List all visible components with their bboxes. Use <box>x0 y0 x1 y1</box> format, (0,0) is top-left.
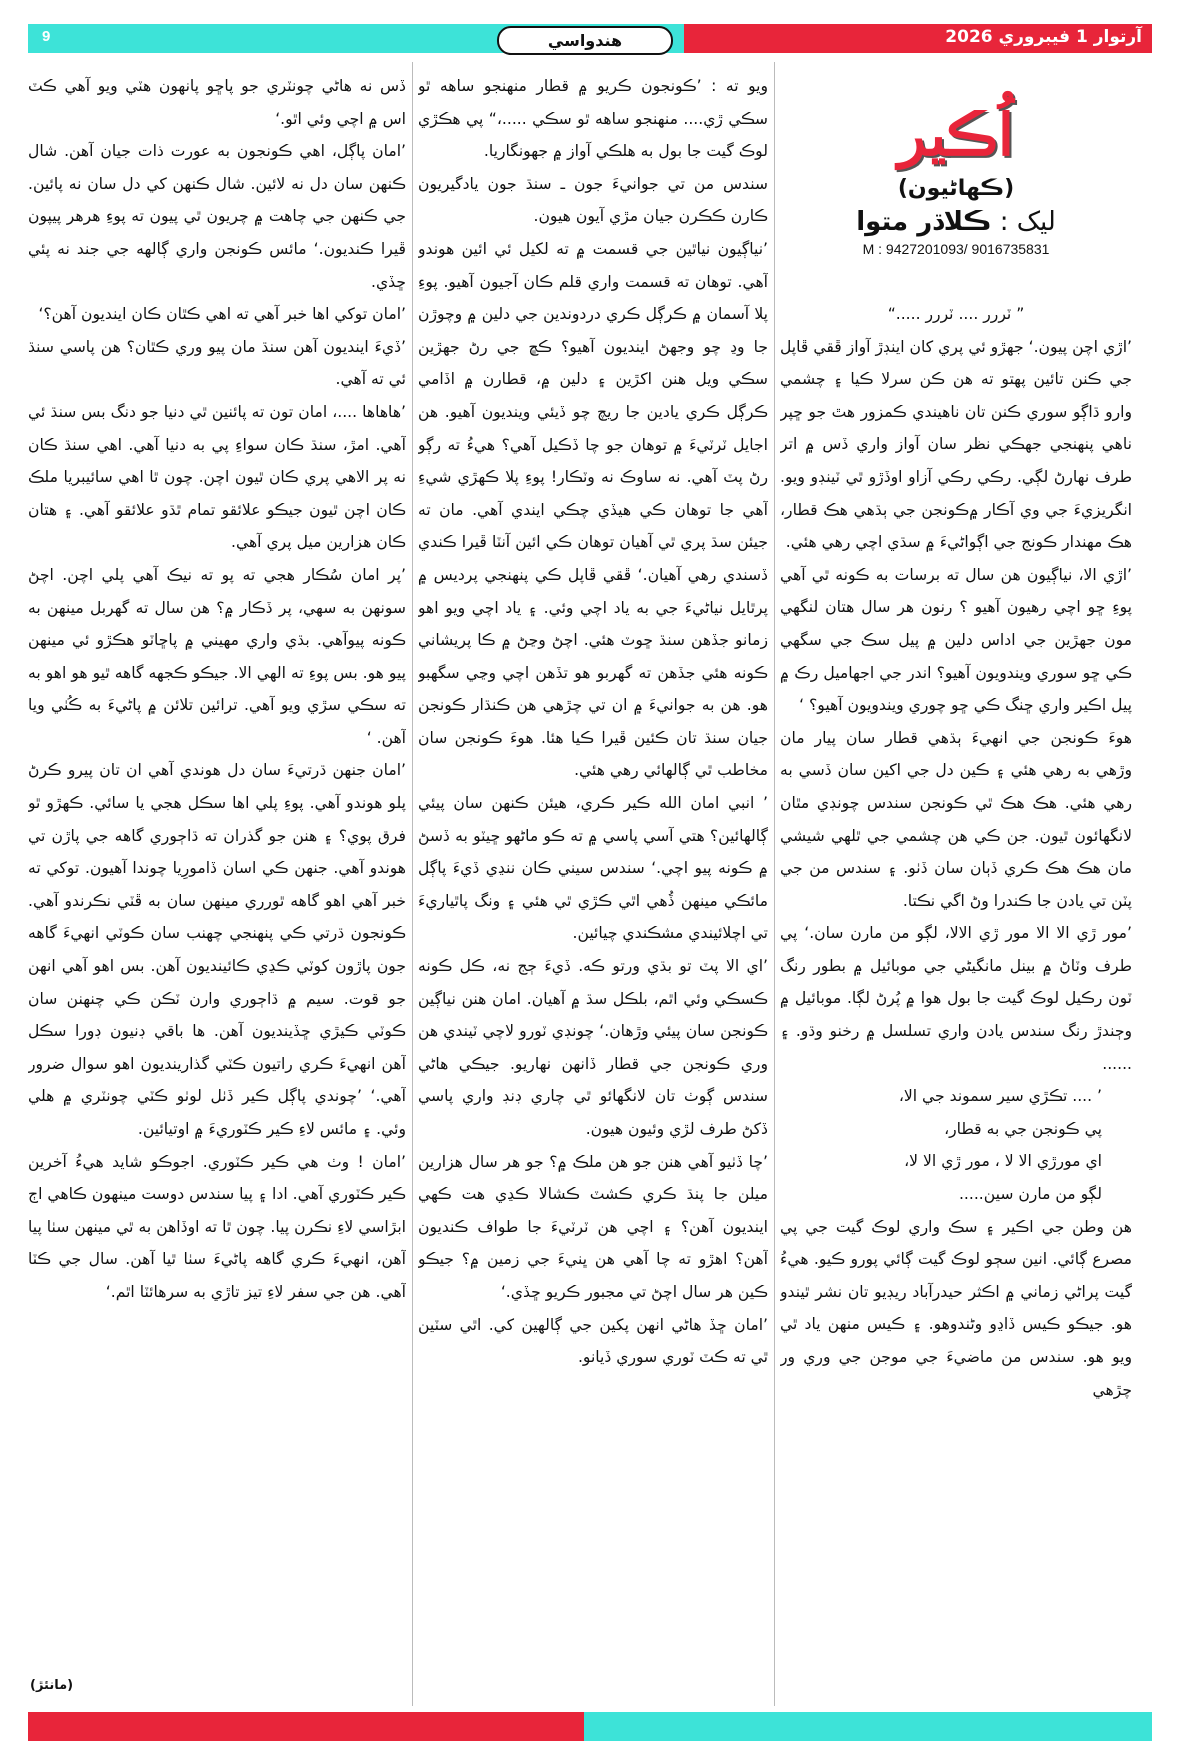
bottom-bar-red <box>28 1712 584 1741</box>
column-divider <box>774 62 775 1706</box>
paragraph: ’ڏيءَ اينديون آهن سنڌ مان پيو وري ڪٿان؟ هن پاسي سنڌ ئي ته آهي. <box>28 337 406 389</box>
paragraph: ’پر امان سُڪار هجي ته پو ته نيڪ آهي پلي اچن. اچڻ سونهن به سهي، پر ڏڪار ۾؟ هن سال ته گهربل مينهن به ڪونه پيوآهي. بڌي واري مهيني ۾ پاڇاٽو هڪڙو ئي مينهن پيو هو. بس پوءِ ته الهي الا. جيڪو ڪجهه گاهه ٿيو هو اهو به ته سڪي سڙي ويو آهي. ترائين تلائن ۾ پاڻيءَ به ڪُٺي ويا آهن. ‘ <box>28 565 406 747</box>
bottom-color-bar <box>28 1712 1152 1741</box>
paragraph: ” ٽررر .... ٽررر .....“ <box>887 305 1025 323</box>
bottom-bar-teal <box>584 1712 1152 1741</box>
paragraph: ڏس نه هاڻي چونٽري جو پاڇو پانهون هٽي ويو آهي ڪٽ اس ۾ اچي وئي اٿو.‘ <box>28 77 406 128</box>
paragraph: ويو ته : ’ڪونجون ڪريو ۾ قطار منهنجو ساهه ٿو سڪي ڙي.... منهنجو ساهه ٿو سڪي .....،“ پي هڪڙي لوڪ گيت جا بول به هلڪي آواز ۾ جهونگاريا. <box>418 77 768 161</box>
masthead-logo: هندواسي <box>497 26 673 55</box>
paragraph: ’نياڳيون نياٿين جي قسمت ۾ ته لکيل ئي ائين هوندو آهي. توهان ته قسمت واري قلم ڪان آجيون آهيو. پوءِ پلا آسمان ۾ ڪرڳل ڪري دردوندين جي دلين ۾ وچوڙن جا وڍ چو وجهڻ اينديون آهيو؟ ڪڇ جي رڻ جهڙين سڪي ويل هنن اکڙين ۽ دلين ۾، قطارن ۾ اڏامي ڪرڳل ڪري يادين جا ريچ چو ڏيئي وينديون آهيو. هن اجايل ٽرٽيءَ ۾ توهان جو چا ڏڪيل آهي؟ هيءُ ته رڳو رڻ پٽ آهي. نه ساوڪ نه وٽڪار! پوءِ پلا ڪهڙي شيءِ آهي جا توهان ڪي هيڏي چڪي ايندي آهي. مان ته جيئن سڌ پري ٿي آهيان توهان ڪي ائين آنٽا ڦيرا ڪندي ڏسندي رهي آهيان.‘ ڦقي ڦاپل ڪي پنهنجي پرديس ۾ پرٿايل نياڻيءَ جي به ياد اچي وئي. ۽ ياد اچي ويو اهو زمانو جڏهن سنڌ ڇوٽ هئي. اچڻ وڃڻ ۾ ڪا پريشاني ڪونه هئي جڏهن ته گهربو هو تڏهن اچي وڃي سگهبو هو. هن به جوانيءَ ۾ ان تي چڙهي هن ڪنڌار ڪونجن جيان سنڌ تان ڪئين ڦيرا ڪيا هئا. هوءَ ڪونجن سان مخاطب ٿي ڳالهائي رهي هئي. <box>418 239 768 780</box>
paragraph: ’ انبي امان الله ڪير ڪري، هيئن ڪنهن سان پيئي ڳالهائين؟ هتي آسي پاسي ۾ ته ڪو ماڻهو ڇيٽو به ڏسڻ ۾ ڪونه پيو اچي.‘ سندس سيني ڪان ننڍي ڏيءَ پاڳل مائڪي مينهن ڏُهي اٿي ڪڙي ٿي هئي ۽ ونگ پاٿياريءَ تي اچلائيندي مشڪندي چيائين. <box>418 794 768 943</box>
paragraph: ’امان جنهن ڌرتيءَ سان دل هوندي آهي ان تان پيرو ڪرڻ پلو هوندو آهي. پوءِ پلي اها سڪل هجي يا سائي. ڪهڙو ٿو فرق پوي؟ ۽ هنن جو گذران ته ڌاڄوري گاهه جي پاڙن تي هوندو آهي. جنهن ڪي اسان ڏامورِيا چوندا آهيون. توکي ته خبر آهي اهو گاهه ٿورري مينهن سان به ڦٽي نڪرندو آهي. ڪونجون ڌرتي ڪي پنهنجي چهنب سان ڪوٽي انهيءَ گاهه جون پاڙون کوٽي ڪڍي ڪائينديون آهن. بس اهو آهي انهن جو قوت. سيم ۾ ڌاڄوري وارن ٽڪن ڪي چنهنن سان ڪوٽي ڪيڙي ڇڏينديون آهن. ها باقي ڊنيون ڊورا سڪل آهن انهيءَ ڪري راتيون ڪٽي گذارينديون اهو سوال ضرور آهي.‘ ’چوندي پاڳل ڪير ڏٺل لوٺو ڪٽي چونٽري ۾ هلي وئي. ۽ مائس لاءِ ڪير ڪٽوريءَ ۾ اوتيائين. <box>28 761 406 1138</box>
verse-line: پي ڪونجن جي به قطار، <box>944 1119 1102 1138</box>
paragraph: ’امان پاڳل، اهي ڪونجون به عورت ذات جيان آهن. شال ڪنهن سان دل نه لائين. شال ڪنهن کي دل سان نه پائين. جي ڪنهن جي چاهت ۾ چريون ٿي پيون ته پوءِ هرهر پيپون ڦيرا ڪنديون.‘ مائس ڪونجن واري ڳالهه جي جند نه پئي ڇڏي. <box>28 142 406 291</box>
column-divider <box>412 62 413 1706</box>
verse-line: اي مورڙي الا لا ، مور ڙي الا لا، <box>904 1152 1102 1171</box>
column-1-body <box>780 298 1132 1406</box>
paragraph: هن وطن جي اڪير ۽ سڪ واري لوڪ گيت جي پي مصرع ڳائي. انين سڄو لوڪ گيت ڳائي پورو ڪيو. هيءُ گيت پراڻي زماني ۾ اڪثر حيدرآباد ريڊيو تان نشر ٿيندو هو. جيڪو ڪيس ڏاڍو وڻندوهو. ۽ ڪيس منهن ياد ٿي ويو هو. سندس من ماضيءَ جي موجن جي وري ور چڙهي <box>780 1217 1132 1399</box>
paragraph: ’مور ڙي الا الا مور ڙي الالا، لڳو من مارن سان.‘ پي طرف وٽاڻ ۾ بينل مانگيڻي جي موبائيل ۾ بطور رنگ ٽون رڪيل لوڪ گيت جا بول هوا ۾ پُرڻ لڳا. موبائيل ۾ وڄندڙ رنگ سندس يادن واري تسلسل ۾ رخنو وڌو. ۽ ...... <box>780 924 1132 1073</box>
paragraph: ’اڙي الا، نياڳيون هن سال ته برسات به ڪونه ٿي آهي پوءِ ڇو اچي رهيون آهيو ؟ رنون هر سال هتان لنگهي مون جهڙين جي اداس دلين ۾ پيل سڪ جي سگهي ڪي ڇو سوري ويندويون آهيو؟ اندر جي اجهاميل رڪ ۾ پيل اڪير واري ڇنگ ڪي ڇو چوري ويندويون آهيو؟ ‘ <box>780 565 1132 715</box>
paragraph: ’امان توکي اها خبر آهي ته اهي ڪٿان ڪان اينديون آهن؟‘ <box>38 305 406 324</box>
verse-line: لڳو من مارن سين..... <box>958 1185 1102 1204</box>
story-title: اُڪير <box>898 101 1014 169</box>
paragraph: ’هاهاها ....، امان تون ته پائنين ٿي دنيا جو دنگ بس سنڌ ئي آهي. امڙ، سنڌ ڪان سواءِ پي به دنيا آهي. اهي سنڌ ڪان نه پر الاهي پري ڪان ٿيون اچن. چون ٿا اهي سائيبريا ملڪ ڪان اچن ٿيون جيڪو علائقو تمام ٿڌو علائقو آهي. ۽ هتان ڪان هزارين ميل پري آهي. <box>28 402 406 552</box>
paragraph: ’اڙي اچن پيون.‘ جهڙو ئي پري کان اينڊڙ آواز ڦقي ڦاپل جي ڪنن تائين پهتو ته هن ڪن سرلا ڪيا ۽ چشمي وارو ڌاڳو سوري ڪنن تان ناهيندي ڪمزور هٿ جو ڇپر ناهي پنهنجي جهڪي نظر سان آواز واري ڏس ۾ اتر طرف نهارڻ لڳي. رڪي رڪي آزاو اوڏڙو ٿي ٽينڊو ويو. انگريزيءَ جي وي آڪار ۾ڪونجن جي ٻڌهي هڪ قطار، هڪ مهندار ڪونج جي اڳواڻيءَ ۾ سڌي اچي رهي هئي. <box>780 337 1132 552</box>
issue-date: آرتوار 1 فيبروري 2026 <box>945 27 1142 47</box>
page-number: 9 <box>42 28 51 45</box>
author-name: ڪلاڌر متوا <box>856 207 992 237</box>
paragraph: ’امان ! وٺ هي ڪير ڪٽوري. اجوڪو شايد هيءُ آخرين ڪير ڪٽوري آهي. ادا ۽ پيا سندس دوست مينهون ڪاهي اڄ ابڙاسي لاءِ نڪرن پيا. چون ٿا ته اوڏاهن به ٿي مينهن سٺا پيا آهن، انهيءَ ڪري گاهه پاڻيءَ سٺا ٿيا آهن. سال جي ڪٽا آهي. هن جي سفر لاءِ تيز تاڙي به سرهائٽا اٿم.‘ <box>28 1152 406 1301</box>
paragraph: ’چا ڏٺيو آهي هنن جو هن ملڪ ۾؟ جو هر سال هزارين ميلن جا پنڌ ڪري ڪشٽ ڪشالا ڪڍي هت ڪهي اينديون آهن؟ ۽ اچي هن ٽرٽيءَ جا طواف ڪنديون آهن؟ اهڙو ته چا آهي هن ڀنيءَ جي زمين ۾؟ جيڪو ڪين هر سال اچڻ تي مجبور ڪريو ڇڏي.‘ <box>418 1152 768 1301</box>
folk-song-verse <box>780 1080 1132 1210</box>
article-column-1 <box>780 100 1132 1726</box>
story-genre: (ڪهاڻيون) <box>897 176 1015 201</box>
verse-line: ’ .... تڪڙي سير سموند جي الا، <box>898 1087 1102 1106</box>
article-column-3 <box>28 70 406 1674</box>
paragraph: ’امان ڇڏ هاڻي انهن پکين جي ڳالهين کي. اٿي سٽين ٿي ته ڪٽ ٽوري سوري ڏيانو. <box>418 1315 768 1367</box>
paragraph: ’اي الا پٽ تو بڌي ورتو ڪه. ڏيءَ ڄج نه، ڪل ڪونه ڪسڪي وئي اٿم، بلڪل سڌ ۾ آهيان. امان هنن نياڳين ڪونجن سان پيئي وڙهان.‘ چونڊي ٽورو لاچي ٽيندي هن وري ڪونجن جي قطار ڏانهن نهاريو. جيڪي هاڻي سندس ڳوٺ تان لانگهائو ٿي چاري ڊنڊ واري پاسي ڏکڻ طرف لڙي وئيون هيون. <box>418 957 768 1138</box>
paragraph: هوءَ ڪونجن جي انهيءَ ٻڌهي قطار سان پيار مان وڙهي به رهي هئي ۽ ڪين دل جي اکين سان ڏسي به رهي هئي. هڪ هڪ ٿي ڪونجن سندس چونڊي مٿان لانگهائون ٿيون. جن ڪي هن چشمي جي ٿلهي شيشي مان هڪ هڪ ڪري ڏٻان سان ڏٺو. ۽ سندس من جي پٽن تي يادن جا ڪندرا وڻ اگي نڪتا. <box>780 728 1132 910</box>
continued-marker: (مانئڙ) <box>30 1678 74 1693</box>
article-column-2 <box>418 70 768 1726</box>
author-phone: M : 9427201093/ 9016735831 <box>862 241 1050 257</box>
paragraph: سندس من تي جوانيءَ جون ـ سنڌ جون يادگيريون ڪارن ڪڪرن جيان مڙي آيون هيون. <box>418 174 768 226</box>
author-label: ليک : <box>999 207 1056 237</box>
